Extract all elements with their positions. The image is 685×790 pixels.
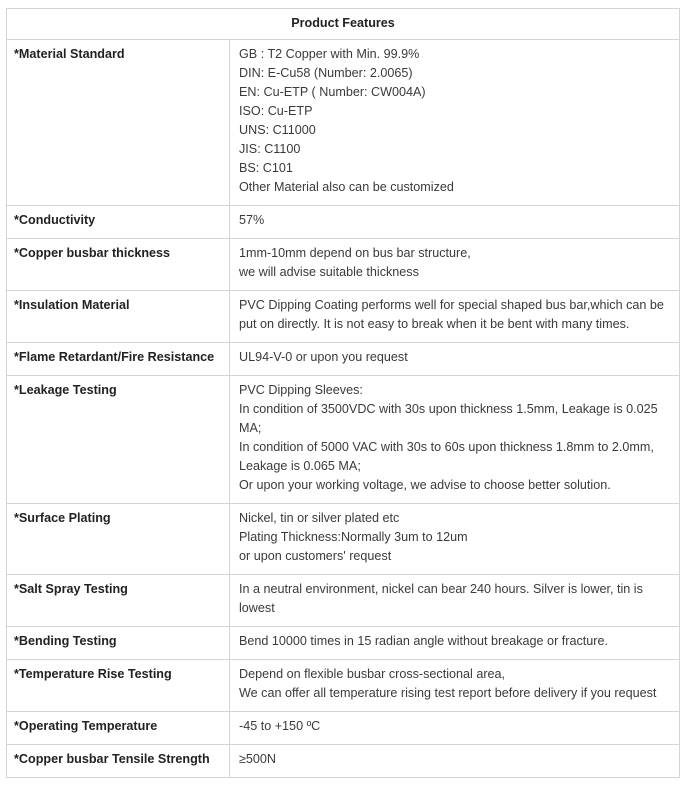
feature-value-line: UNS: C11000 (239, 123, 316, 137)
feature-value-line: PVC Dipping Coating performs well for special shaped bus bar,which can be put on directly. It is not easy to break when it be bent with many times. (239, 298, 668, 331)
feature-value (230, 660, 680, 712)
table-header-row (7, 9, 680, 40)
feature-value-line: Or upon your working voltage, we advise to choose better solution. (239, 478, 611, 492)
table-row (7, 712, 680, 745)
feature-value-line: or upon customers' request (239, 549, 392, 563)
feature-value (230, 504, 680, 575)
feature-value (230, 712, 680, 745)
product-features-table (6, 8, 680, 778)
feature-value-line: ≥500N (239, 752, 277, 766)
feature-label: *Copper busbar thickness (7, 239, 230, 291)
feature-value-line: DIN: E-Cu58 (Number: 2.0065) (239, 66, 413, 80)
feature-value-line: 57% (239, 213, 265, 227)
feature-label: *Temperature Rise Testing (7, 660, 230, 712)
feature-label: *Insulation Material (7, 291, 230, 343)
table-row (7, 239, 680, 291)
feature-label: *Leakage Testing (7, 376, 230, 504)
feature-value (230, 239, 680, 291)
table-body (7, 40, 680, 778)
table-row (7, 504, 680, 575)
feature-label: *Conductivity (7, 206, 230, 239)
feature-value-line: PVC Dipping Sleeves: (239, 383, 363, 397)
feature-value-line: Other Material also can be customized (239, 180, 454, 194)
feature-value-line: -45 to +150 ºC (239, 719, 321, 733)
feature-value (230, 291, 680, 343)
feature-value-line: 1mm-10mm depend on bus bar structure, (239, 246, 471, 260)
feature-label: *Surface Plating (7, 504, 230, 575)
feature-value (230, 40, 680, 206)
feature-value-line: UL94-V-0 or upon you request (239, 350, 408, 364)
feature-value-line: We can offer all temperature rising test report before delivery if you request (239, 686, 657, 700)
product-features-container (6, 8, 679, 778)
feature-value-line: Nickel, tin or silver plated etc (239, 511, 400, 525)
feature-value-line: we will advise suitable thickness (239, 265, 419, 279)
feature-value (230, 376, 680, 504)
feature-label: *Flame Retardant/Fire Resistance (7, 343, 230, 376)
feature-value (230, 575, 680, 627)
feature-label: *Material Standard (7, 40, 230, 206)
feature-value-line: BS: C101 (239, 161, 293, 175)
table-row (7, 745, 680, 778)
feature-value-line: In condition of 3500VDC with 30s upon thickness 1.5mm, Leakage is 0.025 MA; (239, 402, 662, 435)
table-row (7, 376, 680, 504)
table-title: Product Features (7, 9, 680, 40)
table-row (7, 575, 680, 627)
table-row (7, 40, 680, 206)
feature-label: *Operating Temperature (7, 712, 230, 745)
table-row (7, 206, 680, 239)
feature-value-line: In a neutral environment, nickel can bear 240 hours. Silver is lower, tin is lowest (239, 582, 647, 615)
feature-value-line: EN: Cu-ETP ( Number: CW004A) (239, 85, 426, 99)
feature-value-line: GB : T2 Copper with Min. 99.9% (239, 47, 420, 61)
feature-value-line: ISO: Cu-ETP (239, 104, 313, 118)
feature-value (230, 627, 680, 660)
feature-value-line: Depend on flexible busbar cross-sectional area, (239, 667, 506, 681)
feature-value (230, 745, 680, 778)
feature-label: *Bending Testing (7, 627, 230, 660)
feature-label: *Copper busbar Tensile Strength (7, 745, 230, 778)
table-row (7, 660, 680, 712)
feature-value-line: Bend 10000 times in 15 radian angle without breakage or fracture. (239, 634, 608, 648)
table-row (7, 627, 680, 660)
feature-value-line: JIS: C1100 (239, 142, 301, 156)
feature-value-line: Plating Thickness:Normally 3um to 12um (239, 530, 468, 544)
feature-value-line: In condition of 5000 VAC with 30s to 60s upon thickness 1.8mm to 2.0mm, Leakage is 0.065 MA; (239, 440, 658, 473)
feature-label: *Salt Spray Testing (7, 575, 230, 627)
feature-value (230, 206, 680, 239)
table-row (7, 291, 680, 343)
table-row (7, 343, 680, 376)
feature-value (230, 343, 680, 376)
